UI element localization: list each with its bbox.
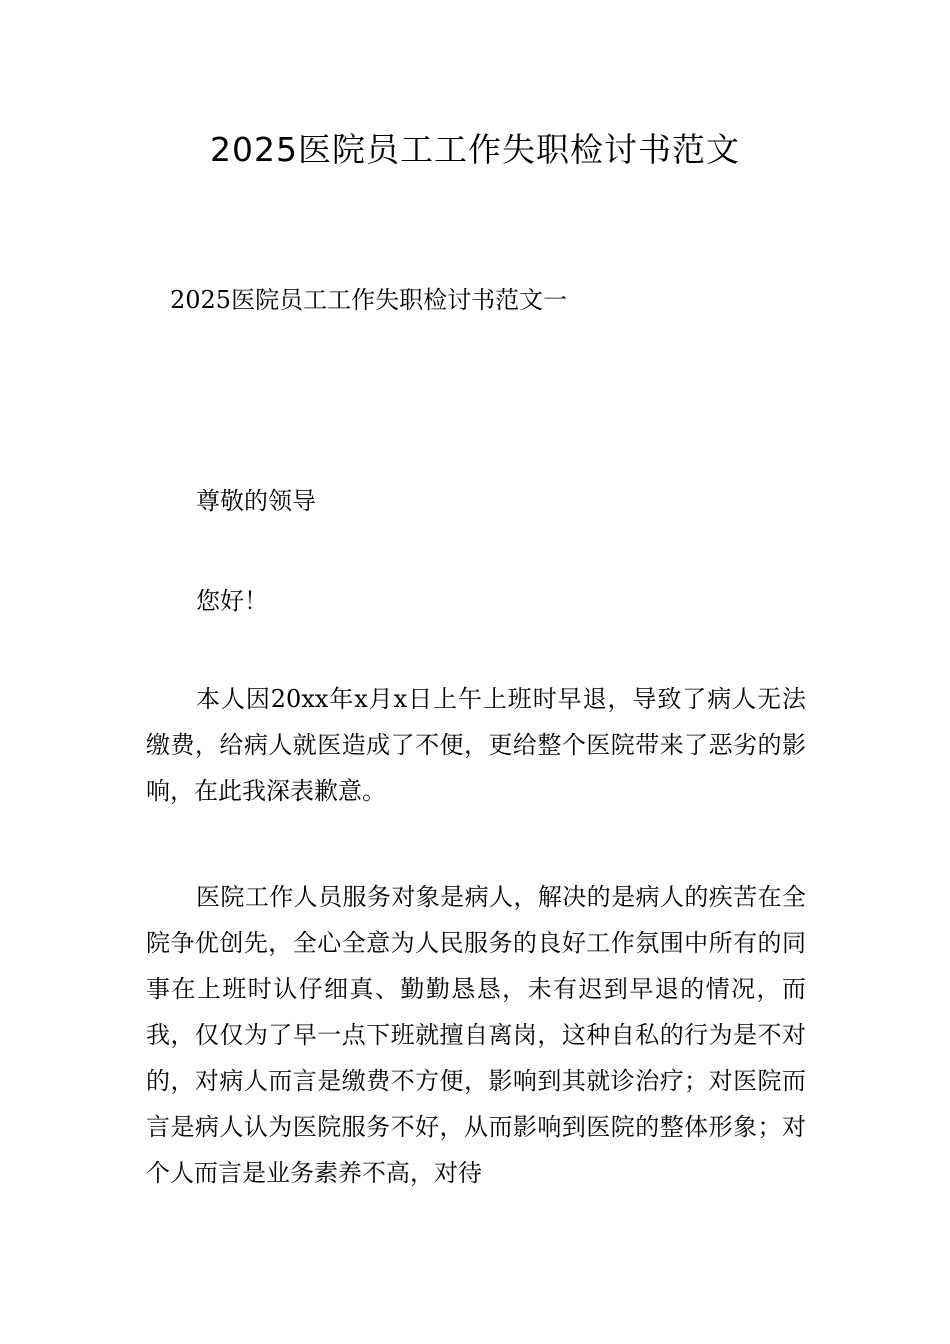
greeting: 您好！ [196, 587, 268, 615]
body-paragraph: 医院工作人员服务对象是病人，解决的是病人的疾苦在全院争优创先，全心全意为人民服务的良好工作氛围中所有的同事在上班时认仔细真、勤勤恳恳，未有迟到早退的情况，而我，仅仅为了早一点下班就擅自离岗，这种自私的行为是不对的，对病人而言是缴费不方便，影响到其就诊治疗；对医院而言是病人认为医院服务不好，从而影响到医院的整体形象；对个人而言是业务素养不高，对待 [146, 883, 806, 1187]
body-paragraph: 本人因20xx年x月x日上午上班时早退，导致了病人无法缴费，给病人就医造成了不便，更给整个医院带来了恶劣的影响，在此我深表歉意。 [146, 685, 806, 805]
salutation: 尊敬的领导 [196, 487, 316, 515]
document-subtitle: 2025医院员工工作失职检讨书范文一 [170, 286, 568, 314]
document-title: 2025医院员工工作失职检讨书范文 [210, 130, 740, 169]
